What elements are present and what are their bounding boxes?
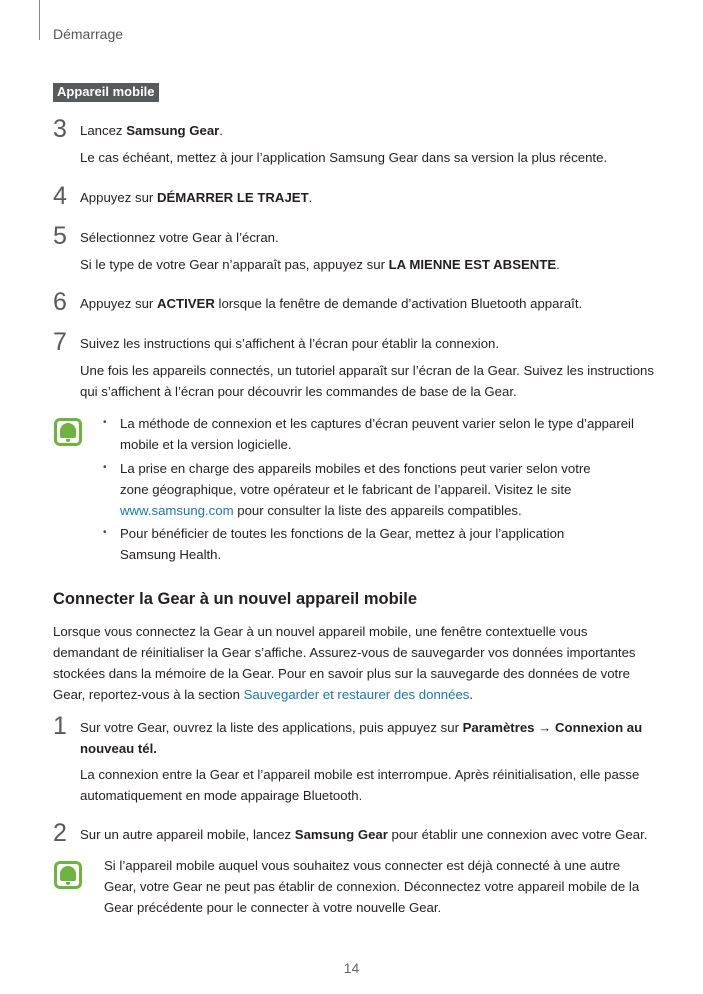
step-number: 5 — [53, 222, 67, 250]
chapter-title: Démarrage — [53, 26, 124, 42]
step-text: Sur un autre appareil mobile, lancez Samsung Gear pour établir une connexion avec votre Gear. — [80, 827, 648, 842]
step-detail: qui s’affichent à l’écran pour découvrir les commandes de base de la Gear. — [80, 384, 517, 399]
note-text: zone géographique, votre opérateur et le fabricant de l’appareil. Visitez le site — [120, 482, 572, 497]
margin-line — [39, 0, 40, 40]
step-number: 1 — [53, 712, 67, 740]
step-text: Appuyez sur DÉMARRER LE TRAJET. — [80, 190, 313, 205]
samsung-website-link[interactable]: www.samsung.com — [120, 503, 234, 518]
bullet: • — [103, 417, 107, 428]
note-text: Si l’appareil mobile auquel vous souhaitez vous connecter est déjà connecté à une autre — [104, 858, 621, 873]
step-text: Sur votre Gear, ouvrez la liste des applications, puis appuyez sur Paramètres → Connexion au — [80, 720, 643, 735]
notice-bell-icon — [54, 418, 82, 446]
step-text: Lancez Samsung Gear. — [80, 123, 223, 138]
bullet: • — [103, 462, 107, 473]
note-text: mobile et la version logicielle. — [120, 437, 292, 452]
note-text: Pour bénéficier de toutes les fonctions de la Gear, mettez à jour l’application — [120, 526, 565, 541]
backup-restore-link[interactable]: Sauvegarder et restaurer des données — [243, 687, 470, 702]
step-number: 4 — [53, 182, 67, 210]
step-detail: Le cas échéant, mettez à jour l’application Samsung Gear dans sa version la plus récente. — [80, 150, 608, 165]
step-number: 3 — [53, 115, 67, 143]
paragraph-line: stockées dans la mémoire de la Gear. Pour en savoir plus sur la sauvegarde des données de votre — [53, 666, 630, 681]
step-text: Sélectionnez votre Gear à l’écran. — [80, 230, 279, 245]
step-detail: automatiquement en mode appairage Bluetooth. — [80, 788, 363, 803]
step-text: nouveau tél. — [80, 741, 157, 756]
section-heading: Connecter la Gear à un nouvel appareil mobile — [53, 590, 418, 608]
step-detail: Si le type de votre Gear n’apparaît pas, appuyez sur LA MIENNE EST ABSENTE. — [80, 257, 560, 272]
step-detail: La connexion entre la Gear et l’appareil mobile est interrompue. Après réinitialisation, elle passe — [80, 767, 640, 782]
step-detail: Une fois les appareils connectés, un tutoriel apparaît sur l’écran de la Gear. Suivez les instructions — [80, 363, 654, 378]
note-text: Gear précédente pour le connecter à votre nouvelle Gear. — [104, 900, 442, 915]
bullet: • — [103, 527, 107, 538]
step-number: 7 — [53, 328, 67, 356]
step-text: Appuyez sur ACTIVER lorsque la fenêtre de demande d’activation Bluetooth apparaît. — [80, 296, 583, 311]
paragraph-line: Gear, reportez-vous à la section Sauvegarder et restaurer des données. — [53, 687, 474, 702]
note-text: La méthode de connexion et les captures d’écran peuvent varier selon le type d’appareil — [120, 416, 634, 431]
paragraph-line: Lorsque vous connectez la Gear à un nouvel appareil mobile, une fenêtre contextuelle vous — [53, 624, 588, 639]
section-label: Appareil mobile — [53, 83, 159, 102]
note-text: Samsung Health. — [120, 547, 222, 562]
step-number: 6 — [53, 288, 67, 316]
page-number: 14 — [343, 960, 360, 976]
step-number: 2 — [53, 819, 67, 847]
step-text: Suivez les instructions qui s’affichent à l’écran pour établir la connexion. — [80, 336, 500, 351]
notice-bell-icon — [54, 861, 82, 889]
paragraph-line: demandant de réinitialiser la Gear s’affiche. Assurez-vous de sauvegarder vos données importantes — [53, 645, 636, 660]
note-text: Gear, votre Gear ne peut pas établir de connexion. Déconnectez votre appareil mobile de la — [104, 879, 640, 894]
note-text: La prise en charge des appareils mobiles et des fonctions peut varier selon votre — [120, 461, 591, 476]
note-text: www.samsung.com pour consulter la liste des appareils compatibles. — [120, 503, 522, 518]
